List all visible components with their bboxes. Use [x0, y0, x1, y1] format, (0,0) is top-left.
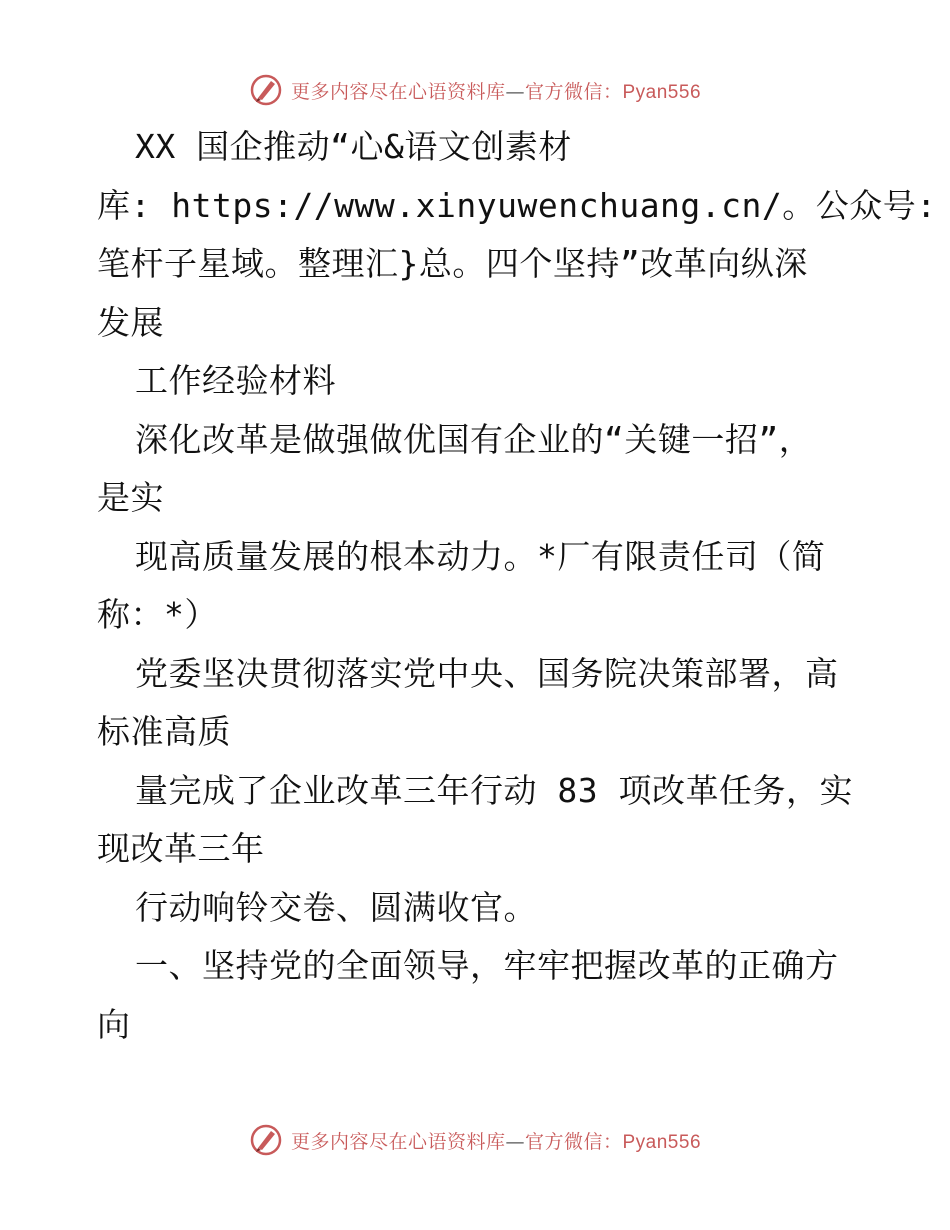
- text-line-14: 行动响铃交卷、圆满收官。: [135, 887, 537, 927]
- text-line-4: 发展: [97, 302, 164, 342]
- text-line-3: 笔杆子星域。整理汇}总。四个坚持”改革向纵深: [97, 244, 808, 283]
- text-line-7: 是实: [97, 478, 164, 517]
- header-banner: [0, 70, 950, 110]
- text-line-11: 标准高质: [97, 712, 231, 751]
- text-line-6: 深化改革是做强做优国有企业的“关键一招”，: [135, 419, 813, 459]
- text-line-15: 一、坚持党的全面领导，牢牢把握改革的正确方: [135, 946, 839, 985]
- text-line-16: 向: [97, 1004, 131, 1044]
- footer-banner: [0, 1120, 950, 1160]
- text-line-10: 党委坚决贯彻落实党中央、国务院决策部署，高: [135, 653, 839, 693]
- quill-logo-icon: [249, 73, 283, 107]
- text-line-2: 库: https://www.xinyuwenchuang.cn/。公众号:: [97, 185, 937, 225]
- text-line-13: 现改革三年: [97, 829, 265, 868]
- quill-logo-icon: [249, 1123, 283, 1157]
- footer-banner-text: 更多内容尽在心语资料库—官方微信：Pyan556: [290, 1130, 702, 1153]
- header-banner-text: 更多内容尽在心语资料库—官方微信：Pyan556: [290, 80, 702, 103]
- document-body: [97, 118, 937, 1054]
- text-line-5: 工作经验材料: [135, 361, 336, 400]
- text-line-8: 现高质量发展的根本动力。*厂有限责任司（简: [135, 536, 826, 576]
- text-line-1: XX 国企推动“心&语文创素材: [135, 127, 572, 166]
- text-line-9: 称：*）: [97, 595, 218, 634]
- text-line-12: 量完成了企业改革三年行动 83 项改革任务，实: [135, 770, 853, 810]
